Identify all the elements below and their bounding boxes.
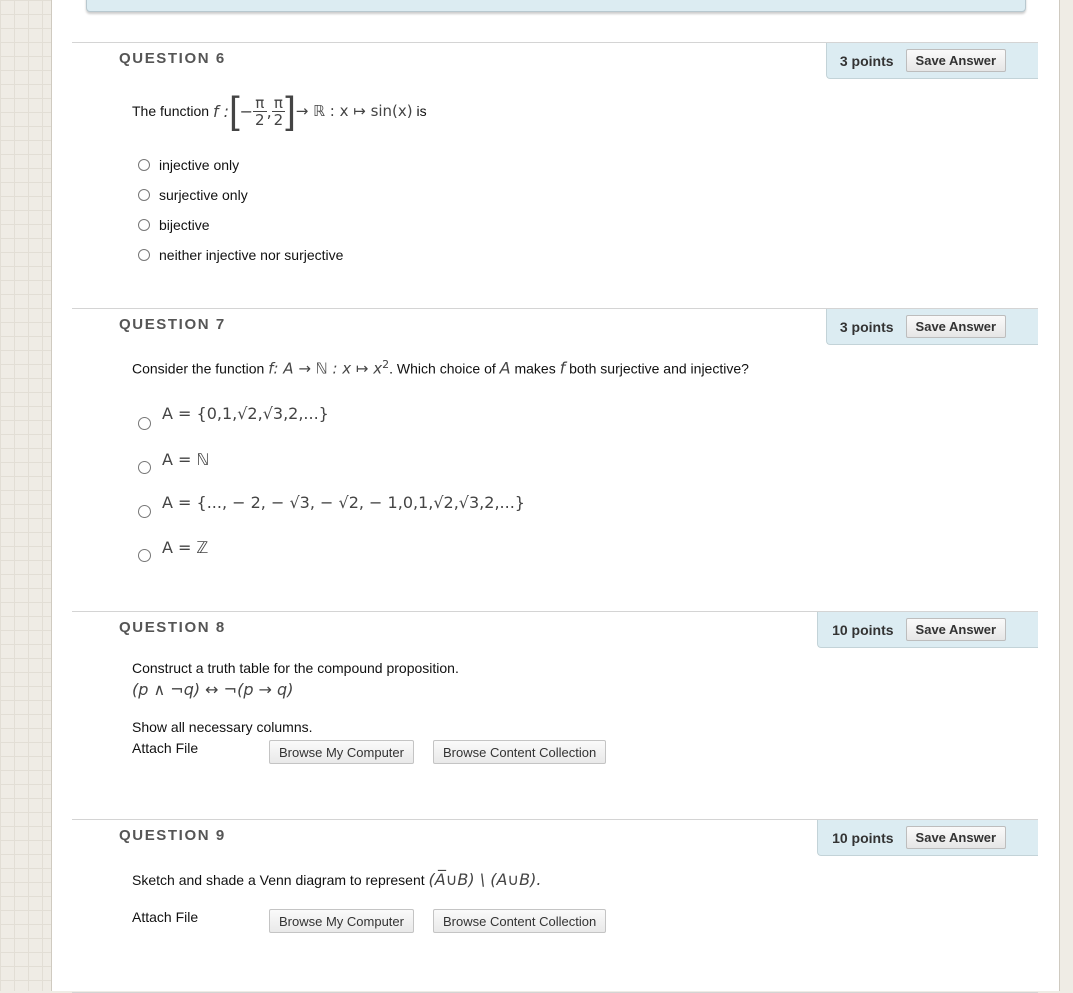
option-label: bijective — [159, 217, 210, 233]
prompt-text-mid2: makes — [514, 360, 556, 377]
prompt-math: f: A → ℕ : x ↦ x — [268, 359, 383, 378]
question-prompt — [132, 358, 749, 378]
option-label: injective only — [159, 157, 240, 173]
prompt-text-mid: . Which choice of — [389, 360, 496, 377]
option-neither[interactable] — [138, 247, 343, 263]
bracket-close: ] — [285, 90, 296, 132]
save-answer-button[interactable]: Save Answer — [906, 49, 1006, 72]
question-title: QUESTION 7 — [119, 316, 226, 333]
prompt-math-tail: → ℝ : x ↦ sin(x) — [295, 102, 413, 120]
frac-num: π — [272, 95, 286, 112]
question-prompt: Construct a truth table for the compound proposition. — [132, 660, 459, 676]
option-a-symmetric-set[interactable]: A = {..., − 2, − √3, − √2, − 1,0,1,√2,√3,2,...} — [162, 493, 525, 512]
save-answer-button[interactable]: Save Answer — [906, 315, 1006, 338]
page-background-right — [1058, 0, 1073, 991]
prompt-text: Consider the function — [132, 360, 265, 377]
browse-content-collection-button[interactable]: Browse Content Collection — [433, 909, 606, 933]
browse-my-computer-button[interactable]: Browse My Computer — [269, 909, 414, 933]
save-answer-button[interactable]: Save Answer — [906, 618, 1006, 641]
option-bijective[interactable] — [138, 217, 210, 233]
page-background-pattern — [0, 0, 52, 991]
prompt-text: The function — [132, 103, 210, 119]
question-prompt — [132, 870, 541, 889]
previous-question-box — [86, 0, 1026, 12]
radio-button[interactable] — [138, 249, 150, 261]
points-box — [817, 612, 1038, 648]
prompt-math-f: f — [559, 358, 566, 378]
question-9 — [72, 819, 1038, 993]
browse-my-computer-button[interactable]: Browse My Computer — [269, 740, 414, 764]
radio-button[interactable] — [138, 219, 150, 231]
prompt-math-a: A — [499, 358, 511, 378]
prompt-suffix: is — [416, 103, 427, 119]
minus-sign: − — [239, 101, 254, 121]
fraction-left — [253, 95, 267, 128]
points-box — [826, 309, 1038, 345]
formula: (p ∧ ¬q) ↔ ¬(p → q) — [132, 680, 294, 699]
prompt-math: f : — [212, 101, 230, 121]
browse-content-collection-button[interactable]: Browse Content Collection — [433, 740, 606, 764]
question-title: QUESTION 6 — [119, 50, 226, 67]
option-surjective-only[interactable] — [138, 187, 248, 203]
radio-button[interactable] — [138, 189, 150, 201]
question-6 — [72, 42, 1038, 308]
save-answer-button[interactable]: Save Answer — [906, 826, 1006, 849]
points-label: 10 points — [832, 621, 894, 638]
prompt-text: Sketch and shade a Venn diagram to represent — [132, 872, 425, 888]
points-box — [817, 820, 1038, 856]
radio-button[interactable] — [138, 159, 150, 171]
test-content-area — [51, 0, 1060, 991]
radio-button[interactable] — [138, 505, 151, 518]
attach-file-label: Attach File — [132, 909, 199, 925]
option-a-naturals[interactable]: A = ℕ — [162, 450, 210, 469]
question-title: QUESTION 9 — [119, 827, 226, 844]
attach-file-label: Attach File — [132, 740, 199, 756]
frac-den: 2 — [273, 110, 284, 129]
points-label: 3 points — [839, 318, 894, 335]
question-prompt — [132, 89, 427, 133]
radio-button[interactable] — [138, 417, 151, 430]
frac-den: 2 — [255, 110, 265, 129]
option-a-set[interactable]: A = {0,1,√2,√3,2,...} — [162, 404, 329, 423]
question-8 — [72, 611, 1038, 819]
question-title: QUESTION 8 — [119, 619, 226, 636]
option-label: neither injective nor surjective — [159, 247, 344, 263]
points-label: 3 points — [839, 52, 894, 69]
frac-num: π — [253, 95, 267, 112]
bracket-open: [ — [229, 90, 240, 132]
option-injective-only[interactable] — [138, 157, 239, 173]
points-box — [826, 43, 1038, 79]
radio-button[interactable] — [138, 549, 151, 562]
points-label: 10 points — [832, 829, 894, 846]
fraction-right — [272, 95, 286, 128]
prompt-superscript: 2 — [382, 358, 390, 371]
radio-button[interactable] — [138, 461, 151, 474]
question-7 — [72, 308, 1038, 611]
option-label: surjective only — [159, 187, 248, 203]
prompt-suffix: both surjective and injective? — [569, 360, 749, 377]
formula: (A̅∪B) \ (A∪B). — [428, 870, 542, 889]
comma: , — [266, 101, 272, 121]
note-text: Show all necessary columns. — [132, 719, 313, 735]
option-a-integers[interactable]: A = ℤ — [162, 538, 209, 557]
